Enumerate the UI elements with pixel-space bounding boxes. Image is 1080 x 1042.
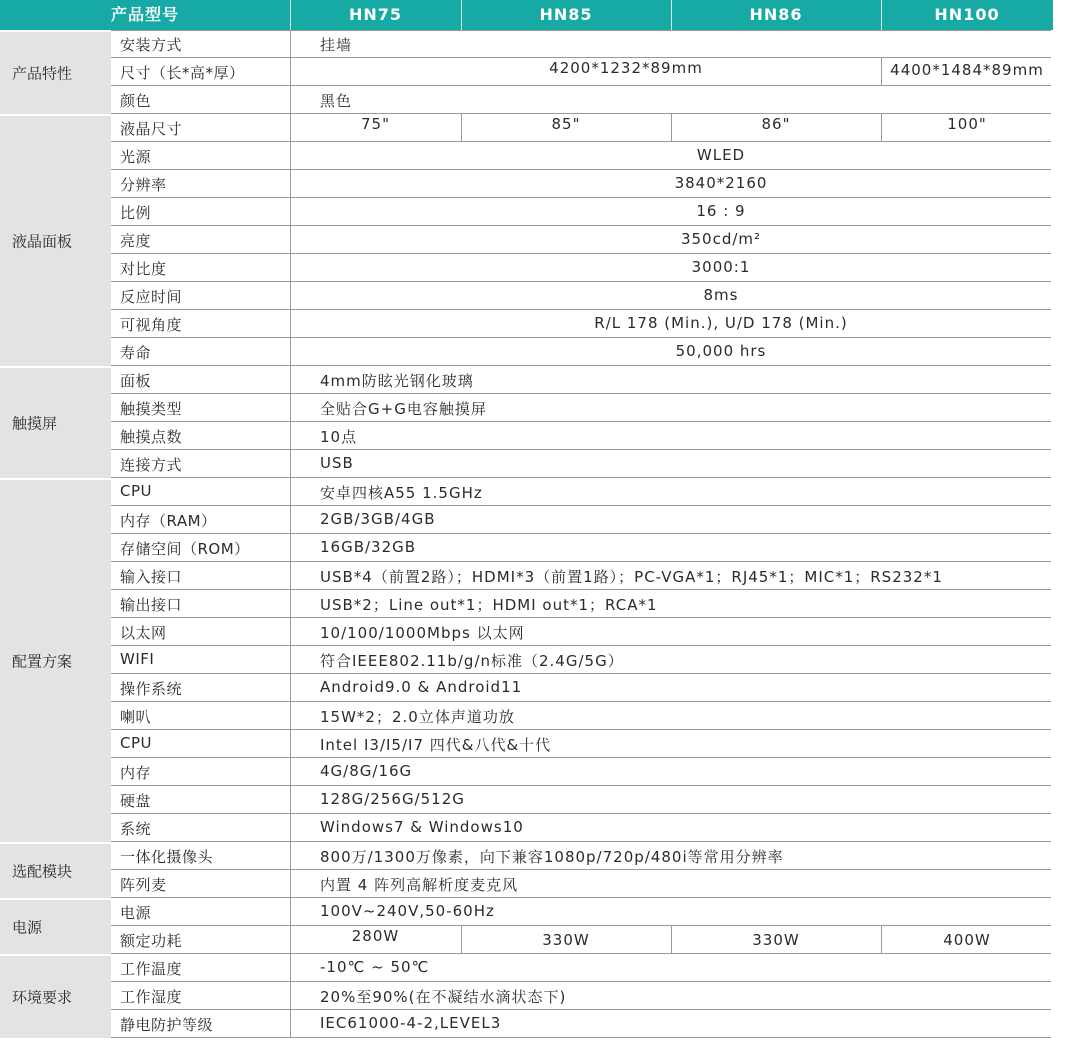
- spec-label: 输出接口: [120, 596, 183, 614]
- spec-value: USB*4（前置2路）；HDMI*3（前置1路）；PC-VGA*1；RJ45*1；MIC*1；RS232*1: [320, 568, 943, 586]
- spec-value: 100V~240V,50-60Hz: [320, 902, 495, 920]
- row-divider: [111, 701, 1051, 702]
- spec-value: IEC61000-4-2,LEVEL3: [320, 1014, 502, 1032]
- row-divider: [111, 533, 1051, 534]
- row-divider: [111, 785, 1051, 786]
- spec-value: 75": [361, 115, 390, 133]
- row-divider: [111, 505, 1051, 506]
- row-divider: [111, 561, 1051, 562]
- group-label: 产品特性: [12, 64, 73, 83]
- spec-label: 操作系统: [120, 680, 183, 698]
- spec-value: 4400*1484*89mm: [890, 61, 1044, 79]
- spec-label: 可视角度: [120, 316, 183, 334]
- row-divider: [111, 897, 1051, 898]
- row-divider: [111, 253, 1051, 254]
- spec-label: 硬盘: [120, 792, 152, 810]
- spec-label: 内存: [120, 764, 152, 782]
- row-divider: [111, 421, 1051, 422]
- spec-label: 连接方式: [120, 456, 183, 474]
- spec-label: 寿命: [120, 344, 152, 362]
- row-divider: [111, 1037, 1051, 1038]
- spec-label: 静电防护等级: [120, 1016, 214, 1034]
- spec-label: CPU: [120, 734, 152, 752]
- row-divider: [111, 393, 1051, 394]
- row-divider: [111, 225, 1051, 226]
- spec-label: 比例: [120, 204, 152, 222]
- row-divider: [111, 841, 1051, 842]
- spec-value: Windows7 & Windows10: [320, 818, 524, 836]
- spec-label: 工作湿度: [120, 988, 183, 1006]
- spec-label: 存储空间（ROM）: [120, 540, 250, 558]
- row-divider: [111, 30, 1051, 31]
- spec-value: 85": [551, 115, 581, 133]
- header-divider: [881, 0, 882, 30]
- row-divider: [111, 1009, 1051, 1010]
- header-divider: [461, 0, 462, 30]
- spec-value: 330W: [752, 931, 800, 949]
- row-divider: [111, 589, 1051, 590]
- row-divider: [111, 729, 1051, 730]
- spec-label: 面板: [120, 372, 152, 390]
- spec-value: 8ms: [703, 286, 739, 304]
- row-divider: [111, 617, 1051, 618]
- column-divider: [290, 30, 291, 1038]
- spec-value: WLED: [696, 146, 746, 164]
- row-divider: [111, 309, 1051, 310]
- spec-label: 光源: [120, 148, 152, 166]
- row-divider: [111, 57, 1051, 58]
- group-label: 选配模块: [12, 862, 73, 881]
- cell-divider: [461, 114, 462, 142]
- spec-label: 额定功耗: [120, 932, 183, 950]
- spec-value: 86": [761, 115, 791, 133]
- spec-value: USB*2；Line out*1；HDMI out*1；RCA*1: [320, 596, 658, 614]
- spec-value: 黑色: [320, 92, 353, 110]
- spec-value: USB: [320, 454, 354, 472]
- row-divider: [111, 113, 1051, 114]
- spec-value: 50,000 hrs: [675, 342, 767, 360]
- spec-label: 一体化摄像头: [120, 848, 214, 866]
- cell-divider: [881, 114, 882, 142]
- spec-value: 符合IEEE802.11b/g/n标准（2.4G/5G）: [320, 652, 624, 670]
- row-divider: [111, 673, 1051, 674]
- spec-value: 内置 4 阵列高解析度麦克风: [320, 876, 519, 894]
- spec-label: 阵列麦: [120, 876, 167, 894]
- spec-label: 工作温度: [120, 960, 183, 978]
- group-label-cell: [0, 478, 111, 842]
- spec-value: 2GB/3GB/4GB: [320, 510, 436, 528]
- spec-value: 4G/8G/16G: [320, 762, 413, 780]
- spec-value: Android9.0 & Android11: [320, 678, 523, 696]
- spec-value: 10/100/1000Mbps 以太网: [320, 624, 525, 642]
- spec-label: 触摸类型: [120, 400, 183, 418]
- row-divider: [111, 813, 1051, 814]
- header-model-hn100: HN100: [934, 5, 1000, 24]
- group-label: 配置方案: [12, 652, 73, 671]
- row-divider: [111, 85, 1051, 86]
- cell-divider: [881, 58, 882, 86]
- row-divider: [111, 449, 1051, 450]
- spec-label: 颜色: [120, 92, 152, 110]
- group-label-cell: [0, 842, 111, 898]
- group-label-cell: [0, 30, 111, 114]
- group-label: 触摸屏: [12, 414, 58, 433]
- header-model-hn85: HN85: [539, 5, 593, 24]
- header-model-hn75: HN75: [348, 5, 403, 24]
- spec-label: WIFI: [120, 650, 155, 668]
- spec-label: 对比度: [120, 260, 167, 278]
- spec-value: 16 : 9: [696, 202, 746, 220]
- spec-label: 电源: [120, 904, 152, 922]
- header-model-hn86: HN86: [749, 5, 803, 24]
- spec-value: 16GB/32GB: [320, 538, 417, 556]
- spec-label: 分辨率: [120, 176, 167, 194]
- spec-value: 400W: [943, 931, 991, 949]
- cell-divider: [461, 926, 462, 954]
- spec-value: 15W*2；2.0立体声道功放: [320, 708, 515, 726]
- header-model-label: 产品型号: [110, 5, 179, 24]
- row-divider: [111, 141, 1051, 142]
- row-divider: [111, 337, 1051, 338]
- group-label: 液晶面板: [12, 232, 73, 251]
- spec-value: R/L 178 (Min.), U/D 178 (Min.): [594, 314, 848, 332]
- spec-label: 喇叭: [120, 708, 152, 726]
- row-divider: [111, 645, 1051, 646]
- spec-value: 3840*2160: [674, 174, 768, 192]
- spec-value: 280W: [351, 927, 400, 945]
- row-divider: [111, 365, 1051, 366]
- row-divider: [111, 925, 1051, 926]
- row-divider: [111, 169, 1051, 170]
- spec-value: 安卓四核A55 1.5GHz: [320, 484, 483, 502]
- spec-label: 输入接口: [120, 568, 183, 586]
- row-divider: [111, 981, 1051, 982]
- spec-value: 4200*1232*89mm: [549, 59, 703, 77]
- row-divider: [111, 869, 1051, 870]
- spec-value: -10℃ ~ 50℃: [320, 958, 430, 976]
- group-label-cell: [0, 954, 111, 1038]
- spec-label: 反应时间: [120, 288, 183, 306]
- spec-label: 内存（RAM）: [120, 512, 217, 530]
- row-divider: [111, 281, 1051, 282]
- spec-value: 800万/1300万像素，向下兼容1080p/720p/480i等常用分辨率: [320, 848, 784, 866]
- spec-value: 挂墙: [320, 36, 353, 54]
- spec-value: 20%至90%(在不凝结水滴状态下): [320, 988, 567, 1006]
- cell-divider: [671, 114, 672, 142]
- group-label-cell: [0, 366, 111, 478]
- group-label: 电源: [12, 918, 43, 937]
- group-label-cell: [0, 898, 111, 954]
- spec-value: 4mm防眩光钢化玻璃: [320, 372, 474, 390]
- group-label-cell: [0, 114, 111, 366]
- spec-value: 128G/256G/512G: [320, 790, 465, 808]
- spec-label: 亮度: [120, 232, 152, 250]
- spec-value: Intel I3/I5/I7 四代&八代&十代: [320, 736, 552, 754]
- row-divider: [111, 953, 1051, 954]
- spec-label: 以太网: [120, 624, 167, 642]
- row-divider: [111, 757, 1051, 758]
- spec-value: 330W: [542, 931, 590, 949]
- spec-label: 安装方式: [120, 36, 183, 54]
- row-divider: [111, 477, 1051, 478]
- spec-value: 3000:1: [691, 258, 751, 276]
- spec-value: 350cd/m²: [680, 230, 762, 248]
- spec-value: 100": [947, 115, 987, 133]
- spec-label: 液晶尺寸: [120, 120, 183, 138]
- cell-divider: [671, 926, 672, 954]
- header-divider: [290, 0, 291, 30]
- cell-divider: [881, 926, 882, 954]
- spec-label: 尺寸（长*高*厚）: [120, 64, 245, 82]
- spec-value: 10点: [320, 428, 358, 446]
- spec-label: CPU: [120, 482, 152, 500]
- row-divider: [111, 197, 1051, 198]
- spec-label: 触摸点数: [120, 428, 183, 446]
- header-divider: [671, 0, 672, 30]
- spec-label: 系统: [120, 820, 152, 838]
- spec-value: 全贴合G+G电容触摸屏: [320, 400, 487, 418]
- group-label: 环境要求: [12, 988, 73, 1007]
